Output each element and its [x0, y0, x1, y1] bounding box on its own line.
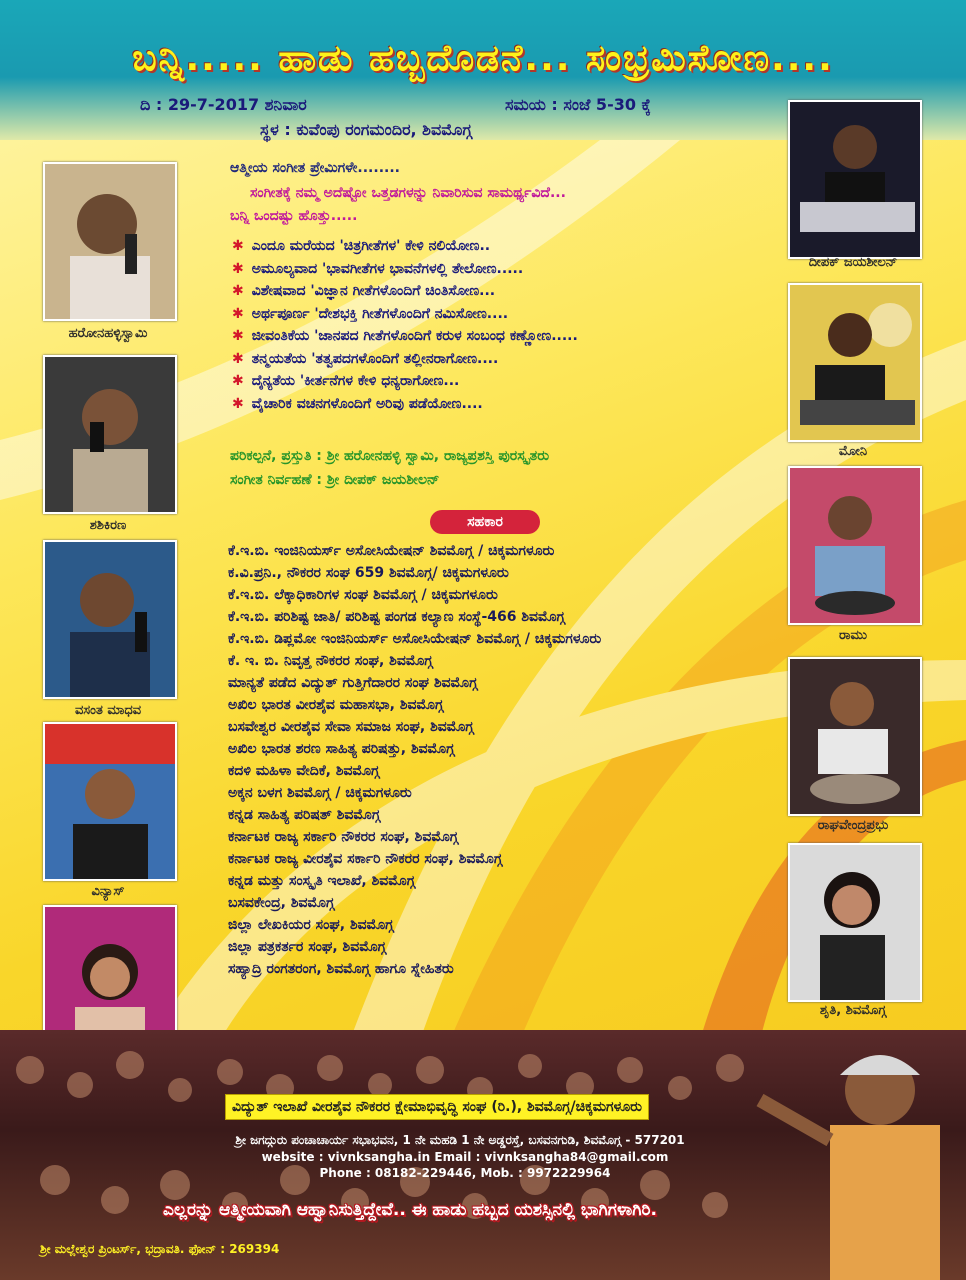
performer-photo [788, 466, 922, 625]
list-item: ✱ ತನ್ಮಯತೆಯ 'ತತ್ವಪದಗಳೊಂದಿಗೆ ತಲ್ಲೀನರಾಗೋಣ.... [232, 350, 499, 367]
list-item: ಅಖಿಲ ಭಾರತ ವೀರಶೈವ ಮಹಾಸಭಾ, ಶಿವಮೊಗ್ಗ [228, 697, 444, 713]
list-item: ✱ ವೈಚಾರಿಕ ವಚನಗಳೊಂದಿಗೆ ಅರಿವು ಪಡೆಯೋಣ.... [232, 395, 483, 412]
star-icon: ✱ [232, 350, 244, 367]
list-item: ಕೆ.ಇ.ಬಿ. ಲೆಕ್ಕಾಧಿಕಾರಿಗಳ ಸಂಘ ಶಿವಮೊಗ್ಗ / ಚಿಕ್ಕಮಗಳೂರು [228, 587, 498, 603]
performer-photo [43, 722, 177, 881]
performer-photo [43, 540, 177, 699]
performer-name: ಶೃತಿ, ಶಿವಮೊಗ್ಗ [819, 1003, 887, 1018]
performer-photo [788, 843, 922, 1002]
performer-photo [43, 162, 177, 321]
greeting-line: ಬನ್ನಿ ಒಂದಷ್ಟು ಹೊತ್ತು..... [230, 208, 358, 224]
list-item: ಕೆ.ಇ.ಬಿ. ಪರಿಶಿಷ್ಟ ಜಾತಿ/ ಪರಿಶಿಷ್ಟ ಪಂಗಡ ಕಲ್ಯಾಣ ಸಂಸ್ಥೆ-466 ಶಿವಮೊಗ್ಗ [228, 609, 565, 625]
performer-photo [788, 100, 922, 259]
performer-name: ಹರೋನಹಳ್ಳಿಸ್ವಾಮಿ [68, 326, 148, 341]
star-icon: ✱ [232, 260, 244, 277]
list-item: ✱ ಅಮೂಲ್ಯವಾದ 'ಭಾವಗೀತೆಗಳ ಭಾವನೆಗಳಲ್ಲಿ ತೇಲೋಣ..... [232, 260, 524, 277]
list-item: ಅಕ್ಕನ ಬಳಗ ಶಿವಮೊಗ್ಗ / ಚಿಕ್ಕಮಗಳೂರು [228, 785, 412, 801]
performer-name: ವಿನ್ಯಾಸ್ [91, 884, 125, 899]
performer-name: ಶಶಿಕಿರಣ [89, 518, 127, 533]
performer-name: ರಾಘವೇಂದ್ರಪ್ರಭು [817, 818, 889, 833]
star-icon: ✱ [232, 305, 244, 322]
list-item: ಬಸವೇಶ್ವರ ವೀರಶೈವ ಸೇವಾ ಸಮಾಜ ಸಂಘ, ಶಿವಮೊಗ್ಗ [228, 719, 474, 735]
performer-photo [788, 283, 922, 442]
star-icon: ✱ [232, 328, 244, 344]
list-item: ಕೆ.ಇ.ಬಿ. ಇಂಜಿನಿಯರ್ಸ್ ಅಸೋಸಿಯೇಷನ್ ಶಿವಮೊಗ್ಗ / ಚಿಕ್ಕಮಗಳೂರು [228, 543, 555, 559]
list-item: ಕದಳಿ ಮಹಿಳಾ ವೇದಿಕೆ, ಶಿವಮೊಗ್ಗ [228, 763, 380, 779]
star-icon: ✱ [232, 238, 244, 254]
list-item: ✱ ಅರ್ಥಪೂರ್ಣ 'ದೇಶಭಕ್ತಿ ಗೀತೆಗಳೊಂದಿಗೆ ನಮಿಸೋಣ.... [232, 305, 509, 322]
list-item: ಕರ್ನಾಟಕ ರಾಜ್ಯ ವೀರಶೈವ ಸರ್ಕಾರಿ ನೌಕರರ ಸಂಘ, ಶಿವಮೊಗ್ಗ [228, 851, 503, 867]
star-icon: ✱ [232, 373, 244, 389]
printer-credit: ಶ್ರೀ ಮಲ್ಲೇಶ್ವರ ಪ್ರಿಂಟರ್ಸ್, ಭದ್ರಾವತಿ. ಫೋನ್ : 269394 [40, 1242, 280, 1256]
list-item: ಸಹ್ಯಾದ್ರಿ ರಂಗತರಂಗ, ಶಿವಮೊಗ್ಗ ಹಾಗೂ ಸ್ನೇಹಿತರು [228, 961, 454, 977]
list-item: ಕರ್ನಾಟಕ ರಾಜ್ಯ ಸರ್ಕಾರಿ ನೌಕರರ ಸಂಘ, ಶಿವಮೊಗ್ಗ [228, 829, 459, 845]
list-item: ಕೆ. ಇ. ಬಿ. ನಿವೃತ್ತ ನೌಕರರ ಸಂಘ, ಶಿವಮೊಗ್ಗ [228, 653, 433, 669]
list-item: ಕ.ವಿ.ಪ್ರನಿ., ನೌಕರರ ಸಂಘ 659 ಶಿವಮೊಗ್ಗ/ ಚಿಕ್ಕಮಗಳೂರು [228, 565, 509, 581]
performer-name: ವಸಂತ ಮಾಧವ [74, 703, 142, 718]
list-item: ಕನ್ನಡ ಸಾಹಿತ್ಯ ಪರಿಷತ್ ಶಿವಮೊಗ್ಗ [228, 807, 381, 823]
invitation-text: ಎಲ್ಲರನ್ನು ಆತ್ಮೀಯವಾಗಿ ಆಹ್ವಾನಿಸುತ್ತಿದ್ದೇವೆ.. ಈ ಹಾಡು ಹಬ್ಬದ ಯಶಸ್ಸಿನಲ್ಲಿ ಭಾಗಿಗಳಾಗಿರಿ. [163, 1200, 657, 1220]
performer-photo [43, 355, 177, 514]
association-address: ಶ್ರೀ ಜಗದ್ಗುರು ಪಂಚಾಚಾರ್ಯ ಸಭಾಭವನ, 1 ನೇ ಮಹಡಿ 1 ನೇ ಅಡ್ಡರಸ್ತೆ, ಬಸವನಗುಡಿ, ಶಿವಮೊಗ್ಗ - 577201 [235, 1133, 685, 1147]
list-item: ಜಿಲ್ಲಾ ಪತ್ರಕರ್ತರ ಸಂಘ, ಶಿವಮೊಗ್ಗ [228, 939, 387, 955]
greeting-line: ಸಂಗೀತಕ್ಕೆ ನಮ್ಮ ಅದೆಷ್ಟೋ ಒತ್ತಡಗಳನ್ನು ನಿವಾರಿಸುವ ಸಾಮರ್ಥ್ಯವಿದೆ... [250, 185, 566, 201]
list-item: ಜಿಲ್ಲಾ ಲೇಖಕಿಯರ ಸಂಘ, ಶಿವಮೊಗ್ಗ [228, 917, 394, 933]
star-icon: ✱ [232, 283, 244, 299]
list-item: ಕನ್ನಡ ಮತ್ತು ಸಂಸ್ಕೃತಿ ಇಲಾಖೆ, ಶಿವಮೊಗ್ಗ [228, 873, 416, 889]
event-venue: ಸ್ಥಳ : ಕುವೆಂಪು ರಂಗಮಂದಿರ, ಶಿವಮೊಗ್ಗ [260, 120, 472, 139]
performer-name: ಮೋನಿ [838, 444, 868, 459]
performer-photo [788, 657, 922, 816]
performer-name: ದೀಪಕ್ ಜಯಶೀಲನ್ [808, 255, 898, 270]
greeting-line: ಆತ್ಮೀಯ ಸಂಗೀತ ಪ್ರೇಮಿಗಳೇ........ [230, 160, 400, 176]
list-item: ಕೆ.ಇ.ಬಿ. ಡಿಪ್ಲಮೋ ಇಂಜಿನಿಯರ್ಸ್ ಅಸೋಸಿಯೇಷನ್ ಶಿವಮೊಗ್ಗ / ಚಿಕ್ಕಮಗಳೂರು [228, 631, 602, 647]
music-credit: ಸಂಗೀತ ನಿರ್ವಹಣೆ : ಶ್ರೀ ದೀಪಕ್ ಜಯಶೀಲನ್ [230, 472, 440, 488]
list-item: ✱ ಜೀವಂತಿಕೆಯ 'ಜಾನಪದ ಗೀತೆಗಳೊಂದಿಗೆ ಕರುಳ ಸಂಬಂಧ ಕಣ್ಣೋಣ..... [232, 328, 578, 344]
star-icon: ✱ [232, 395, 244, 412]
event-headline: ಬನ್ನಿ..... ಹಾಡು ಹಬ್ಬದೊಡನೆ... ಸಂಭ್ರಮಿಸೋಣ.... [132, 38, 834, 79]
list-item: ✱ ದೈನ್ಯತೆಯ 'ಕೀರ್ತನೆಗಳ ಕೇಳಿ ಧನ್ಯರಾಗೋಣ... [232, 373, 460, 389]
association-web-email: website : vivnksangha.in Email : vivnksangha84@gmail.com [261, 1150, 669, 1164]
list-item: ✱ ವಿಶೇಷವಾದ 'ವಿಜ್ಞಾನ ಗೀತೆಗಳೊಂದಿಗೆ ಚಿಂತಿಸೋಣ... [232, 283, 496, 299]
cooperation-list [228, 543, 601, 983]
performer-name: ರಾಮು [839, 628, 867, 643]
list-item: ಮಾನ್ಯತೆ ಪಡೆದ ವಿದ್ಯುತ್ ಗುತ್ತಿಗೆದಾರರ ಸಂಘ ಶಿವಮೊಗ್ಗ [228, 675, 478, 691]
event-date: ದಿ : 29-7-2017 ಶನಿವಾರ [140, 95, 307, 114]
event-time: ಸಮಯ : ಸಂಜೆ 5-30 ಕ್ಕೆ [505, 95, 651, 114]
list-item: ✱ ಎಂದೂ ಮರೆಯದ 'ಚಿತ್ರಗೀತೆಗಳ' ಕೇಳಿ ನಲಿಯೋಣ.. [232, 238, 491, 254]
cooperation-title: ಸಹಕಾರ [430, 510, 540, 534]
association-phone: Phone : 08182-229446, Mob. : 9972229964 [319, 1166, 611, 1180]
program-list [232, 238, 578, 418]
concept-credit: ಪರಿಕಲ್ಪನೆ, ಪ್ರಸ್ತುತಿ : ಶ್ರೀ ಹರೋನಹಳ್ಳಿ ಸ್ವಾಮಿ, ರಾಜ್ಯಪ್ರಶಸ್ತಿ ಪುರಸ್ಕೃತರು [230, 448, 550, 464]
list-item: ಅಖಿಲ ಭಾರತ ಶರಣ ಸಾಹಿತ್ಯ ಪರಿಷತ್ತು, ಶಿವಮೊಗ್ಗ [228, 741, 455, 757]
association-name: ವಿದ್ಯುತ್ ಇಲಾಖೆ ವೀರಶೈವ ನೌಕರರ ಕ್ಷೇಮಾಭಿವೃದ್ಧಿ ಸಂಘ (ರಿ.), ಶಿವಮೊಗ್ಗ/ಚಿಕ್ಕಮಗಳೂರು [225, 1094, 649, 1120]
list-item: ಬಸವಕೇಂದ್ರ, ಶಿವಮೊಗ್ಗ [228, 895, 335, 911]
